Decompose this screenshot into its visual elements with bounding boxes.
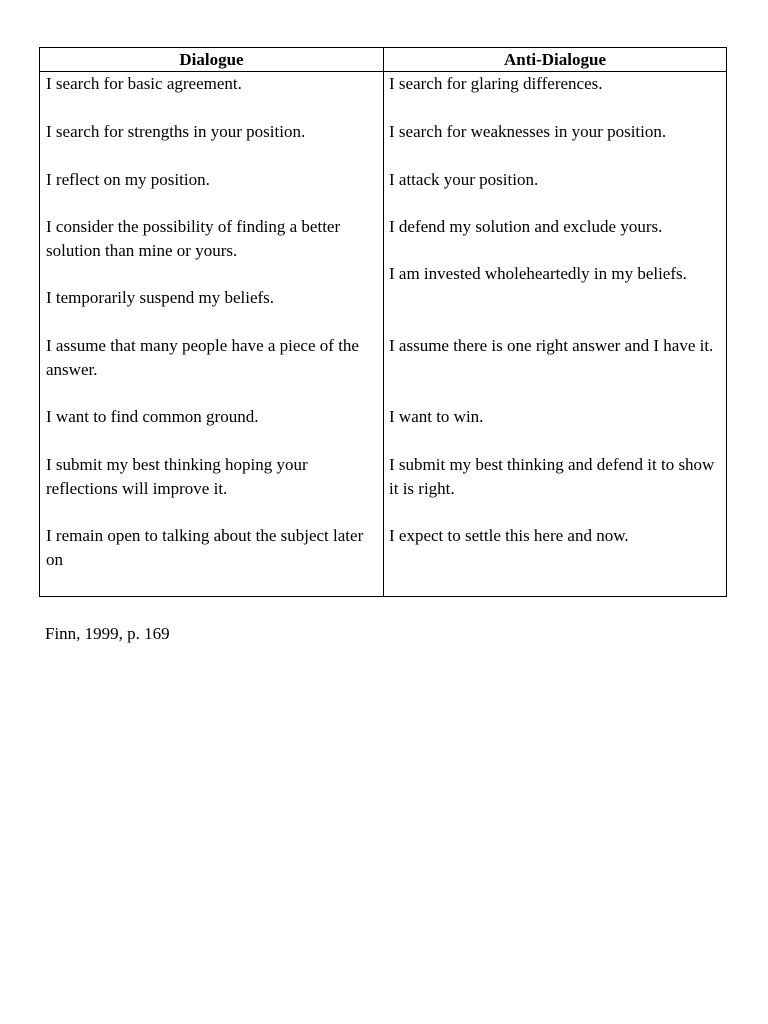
- comparison-table: [39, 47, 727, 597]
- anti-dialogue-item: I am invested wholeheartedly in my beliefs.: [389, 264, 687, 283]
- dialogue-item: I temporarily suspend my beliefs.: [46, 288, 275, 307]
- anti-dialogue-item: I assume there is one right answer and I have it.: [389, 336, 714, 355]
- anti-dialogue-item: I search for glaring differences.: [389, 74, 603, 93]
- dialogue-item: I search for basic agreement.: [46, 74, 242, 93]
- dialogue-item: I reflect on my position.: [46, 170, 210, 189]
- anti-dialogue-item: I defend my solution and exclude yours.: [389, 217, 663, 236]
- dialogue-item: I assume that many people have a piece of the answer.: [46, 336, 359, 379]
- anti-dialogue-item: I want to win.: [389, 407, 484, 426]
- header-anti-dialogue: Anti-Dialogue: [504, 50, 606, 69]
- anti-dialogue-item: I submit my best thinking and defend it to show it is right.: [389, 455, 715, 498]
- dialogue-item: I consider the possibility of finding a better solution than mine or yours.: [46, 217, 341, 260]
- dialogue-item: I want to find common ground.: [46, 407, 259, 426]
- dialogue-column: [46, 72, 378, 596]
- dialogue-item: I submit my best thinking hoping your reflections will improve it.: [46, 455, 308, 498]
- anti-dialogue-item: I expect to settle this here and now.: [389, 526, 629, 545]
- column-divider: [383, 48, 384, 596]
- anti-dialogue-item: I attack your position.: [389, 170, 539, 189]
- anti-dialogue-column: [389, 72, 725, 596]
- anti-dialogue-item: I search for weaknesses in your position.: [389, 122, 667, 141]
- header-dialogue: Dialogue: [179, 50, 244, 69]
- citation: Finn, 1999, p. 169: [45, 624, 170, 643]
- dialogue-item: I remain open to talking about the subject later on: [46, 526, 364, 569]
- dialogue-item: I search for strengths in your position.: [46, 122, 306, 141]
